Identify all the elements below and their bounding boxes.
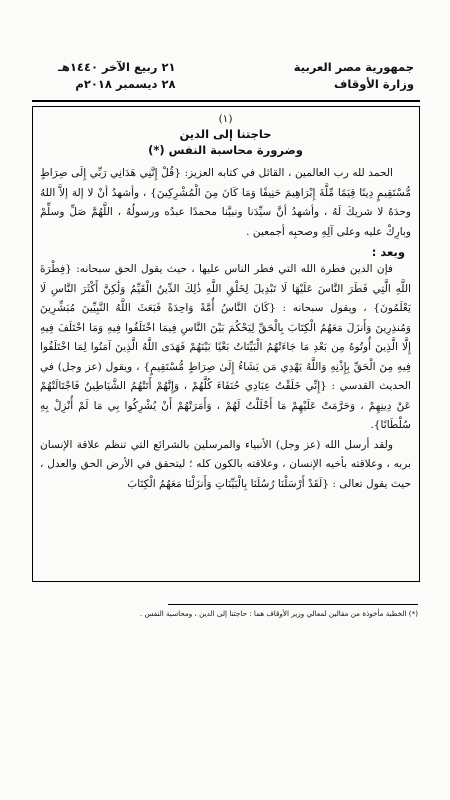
opening-paragraph: الحمد لله رب العالمين ، القائل في كتابه العزيز: {قُلْ إِنَّنِي هَدَانِي رَبِّي إِلَى صِرَاطٍ مُّسْتَقِيمٍ دِينًا قِيَمًا مِّلَّةَ إِبْرَاهِيمَ حَنِيفًا وَمَا كَانَ مِنَ الْمُشْرِكِينَ} ، وأشهدُ أنْ لا إلهَ إلاَّ اللهُ وحدَهُ لا شريكَ لَهُ ، وأشهدُ أنَّ سيِّدَنا ونبيَّنا محمدًا عبدُه ورسولُهُ ، اللَّهُمَّ صَلِّ وسلِّمْ وبارِكْ عليه وعلى آلِهِ وصحبِه أجمعين . bbox=[40, 167, 411, 238]
footnote-divider bbox=[168, 604, 418, 605]
country-name: جمهورية مصر العربية bbox=[293, 60, 414, 74]
ministry-name: وزارة الأوقاف bbox=[334, 77, 414, 91]
gregorian-date: ٢٨ ديسمبر ٢٠١٨م bbox=[75, 77, 176, 91]
footnote: (*) الخطبة مأخوذة من مقالين لمعالي وزير الأوقاف هما : حاجتنا إلى الدين ، ومحاسبة النفس . bbox=[140, 609, 418, 618]
issuer-block bbox=[294, 59, 414, 93]
body-paragraph-1: فإن الدين فطرة الله التي فطر الناس عليها ، حيث يقول الحق سبحانه: {فِطْرَةَ اللَّهِ الَّتِي فَطَرَ النَّاسَ عَلَيْهَا لَا تَبْدِيلَ لِخَلْقِ اللَّهِ ذَٰلِكَ الدِّينُ الْقَيِّمُ وَلَٰكِنَّ أَكْثَرَ النَّاسِ لَا يَعْلَمُونَ} ، ويقول سبحانه : {كَانَ النَّاسُ أُمَّةً وَاحِدَةً فَبَعَثَ اللَّهُ النَّبِيِّينَ مُبَشِّرِينَ وَمُنذِرِينَ وَأَنزَلَ مَعَهُمُ الْكِتَابَ بِالْحَقِّ لِيَحْكُمَ بَيْنَ النَّاسِ فِيمَا اخْتَلَفُوا فِيهِ وَمَا اخْتَلَفَ فِيهِ إِلَّا الَّذِينَ أُوتُوهُ مِن بَعْدِ مَا جَاءَتْهُمُ الْبَيِّنَاتُ بَغْيًا بَيْنَهُمْ فَهَدَى اللَّهُ الَّذِينَ آمَنُوا لِمَا اخْتَلَفُوا فِيهِ مِنَ الْحَقِّ بِإِذْنِهِ وَاللَّهُ يَهْدِي مَن يَشَاءُ إِلَىٰ صِرَاطٍ مُّسْتَقِيمٍ} ، ويقول (عز وجل) في الحديث القدسي : {إِنِّي خَلَقْتُ عِبَادِي حُنَفَاءَ كُلَّهُمْ ، وَإِنَّهُمْ أَتَتْهُمُ الشَّيَاطِينُ فَاجْتَالَتْهُمْ عَنْ دِينِهِمْ ، وَحَرَّمَتْ عَلَيْهِمْ مَا أَحْلَلْتُ لَهُمْ ، وَأَمَرَتْهُمْ أَنْ يُشْرِكُوا بِي مَا لَمْ أُنْزِلْ بِهِ سُلْطَانًا}. bbox=[40, 263, 411, 431]
date-block bbox=[58, 59, 175, 93]
page-header bbox=[32, 56, 420, 104]
sermon-subtitle: وضرورة محاسبة النفس (*) bbox=[148, 143, 303, 157]
body-paragraph-2: ولقد أرسل الله (عز وجل) الأنبياء والمرسلين بالشرائع التي تنظم علاقة الإنسان بربه ، وعلاقته بأخيه الإنسان ، وعلاقته بالكون كله ؛ ليتحقق في الأرض الحق والعدل ، حيث يقول تعالى : {لَقَدْ أَرْسَلْنَا رُسُلَنَا بِالْبَيِّنَاتِ وَأَنزَلْنَا مَعَهُمُ الْكِتَابَ bbox=[40, 438, 411, 490]
wabad-heading: وبعد : bbox=[371, 245, 405, 259]
sermon-body bbox=[40, 110, 411, 578]
sermon-title: حاجتنا إلى الدين bbox=[179, 127, 272, 141]
header-divider bbox=[32, 100, 420, 102]
hijri-date: ٢١ ربيع الآخر ١٤٤٠هـ bbox=[58, 60, 176, 74]
sermon-number: (١) bbox=[218, 113, 233, 125]
